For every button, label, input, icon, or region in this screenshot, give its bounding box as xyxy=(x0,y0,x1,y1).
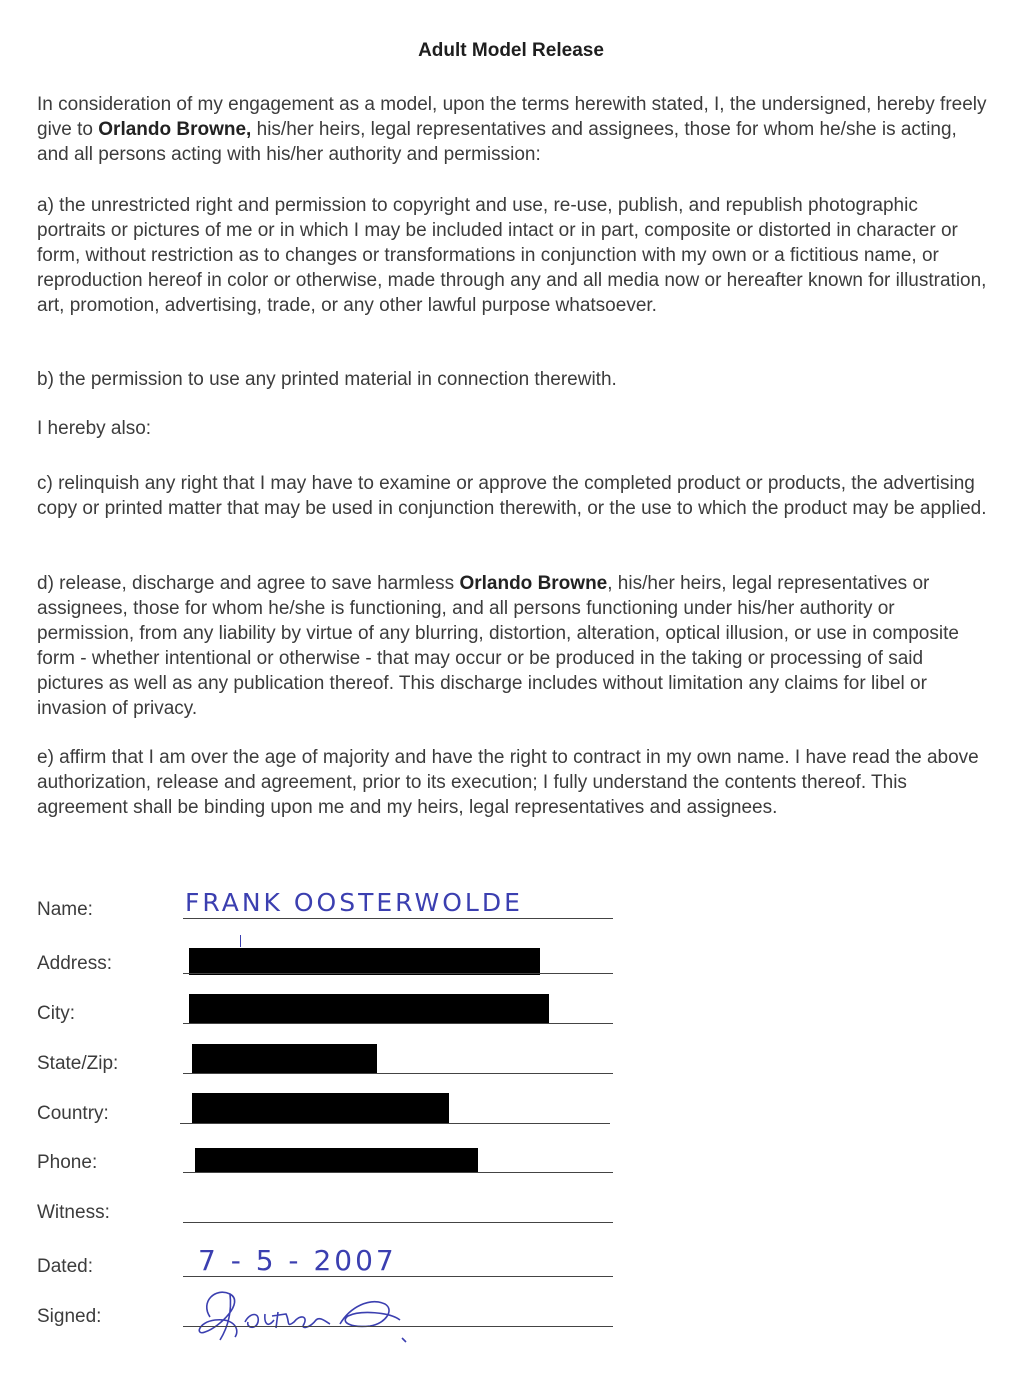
clause-c: c) relinquish any right that I may have to examine or approve the completed product or products, the advertising copy or printed matter that may be used in conjunction therewith, or the use to which the product may be applied. xyxy=(37,473,987,519)
city-line xyxy=(183,1023,613,1024)
also-heading: I hereby also: xyxy=(37,418,152,439)
clause-d-text-after: , his/her heirs, legal representatives or assignees, those for whom he/she is functioning, and all persons functioning under his/her authority or permission, from any liability by virtue of any blurring, distortion, alteration, optical illusion, or use in composite form - whether intentional or otherwise - that may occur or be produced in the taking or processing of said pictures as well as any publication thereof. This discharge includes without limitation any claims for libel or invasion of privacy. xyxy=(37,573,959,719)
signature-image xyxy=(190,1282,420,1352)
phone-label: Phone: xyxy=(37,1152,98,1173)
document-title: Adult Model Release xyxy=(418,40,604,61)
state-zip-line xyxy=(183,1073,613,1074)
photographer-name: Orlando Browne, xyxy=(98,119,252,140)
phone-redaction xyxy=(195,1148,478,1172)
intro-text-after: his/her heirs, legal representatives and assignees, those for whom he/she is acting, and all persons acting with his/her authority and permission: xyxy=(37,119,957,165)
clause-a: a) the unrestricted right and permission to copyright and use, re-use, publish, and republish photographic portraits or pictures of me or in which I may be included intact or in part, composite or distorted in character or form, without restriction as to changes or transformations in conjunction with my own or a fictitious name, or reproduction hereof in color or otherwise, made through any and all media now or hereafter known for illustration, art, promotion, advertising, trade, or any other lawful purpose whatsoever. xyxy=(37,195,987,316)
signed-label: Signed: xyxy=(37,1306,102,1327)
name-line xyxy=(183,918,613,919)
dated-handwritten-value: 7 - 5 - 2007 xyxy=(198,1244,397,1277)
city-label: City: xyxy=(37,1003,75,1024)
city-redaction xyxy=(189,994,549,1023)
witness-label: Witness: xyxy=(37,1202,110,1223)
intro-text-before: In consideration of my engagement as a model, upon the terms herewith stated, I, the undersigned, hereby freely give to xyxy=(37,94,987,140)
address-line xyxy=(183,973,613,974)
country-line xyxy=(180,1123,610,1124)
country-label: Country: xyxy=(37,1103,109,1124)
witness-line xyxy=(183,1222,613,1223)
state-zip-label: State/Zip: xyxy=(37,1053,119,1074)
name-handwritten-value: FRANK OOSTERWOLDE xyxy=(185,888,523,917)
dated-line xyxy=(183,1276,613,1277)
dated-label: Dated: xyxy=(37,1256,93,1277)
intro-paragraph xyxy=(37,92,987,167)
photographer-name-2: Orlando Browne xyxy=(459,573,608,594)
clause-b: b) the permission to use any printed material in connection therewith. xyxy=(37,369,617,390)
phone-line xyxy=(183,1172,613,1173)
clause-e: e) affirm that I am over the age of majority and have the right to contract in my own name. I have read the above authorization, release and agreement, prior to its execution; I fully understand the contents thereof. This agreement shall be binding upon me and my heirs, legal representatives and assignees. xyxy=(37,747,979,818)
address-redaction xyxy=(189,948,540,975)
clause-d-text-before: d) release, discharge and agree to save harmless xyxy=(37,573,460,594)
signed-line xyxy=(183,1326,613,1327)
name-label: Name: xyxy=(37,899,93,920)
ink-mark xyxy=(240,935,241,947)
state-zip-redaction xyxy=(192,1044,377,1073)
clause-d xyxy=(37,571,987,721)
address-label: Address: xyxy=(37,953,112,974)
country-redaction xyxy=(192,1093,449,1124)
